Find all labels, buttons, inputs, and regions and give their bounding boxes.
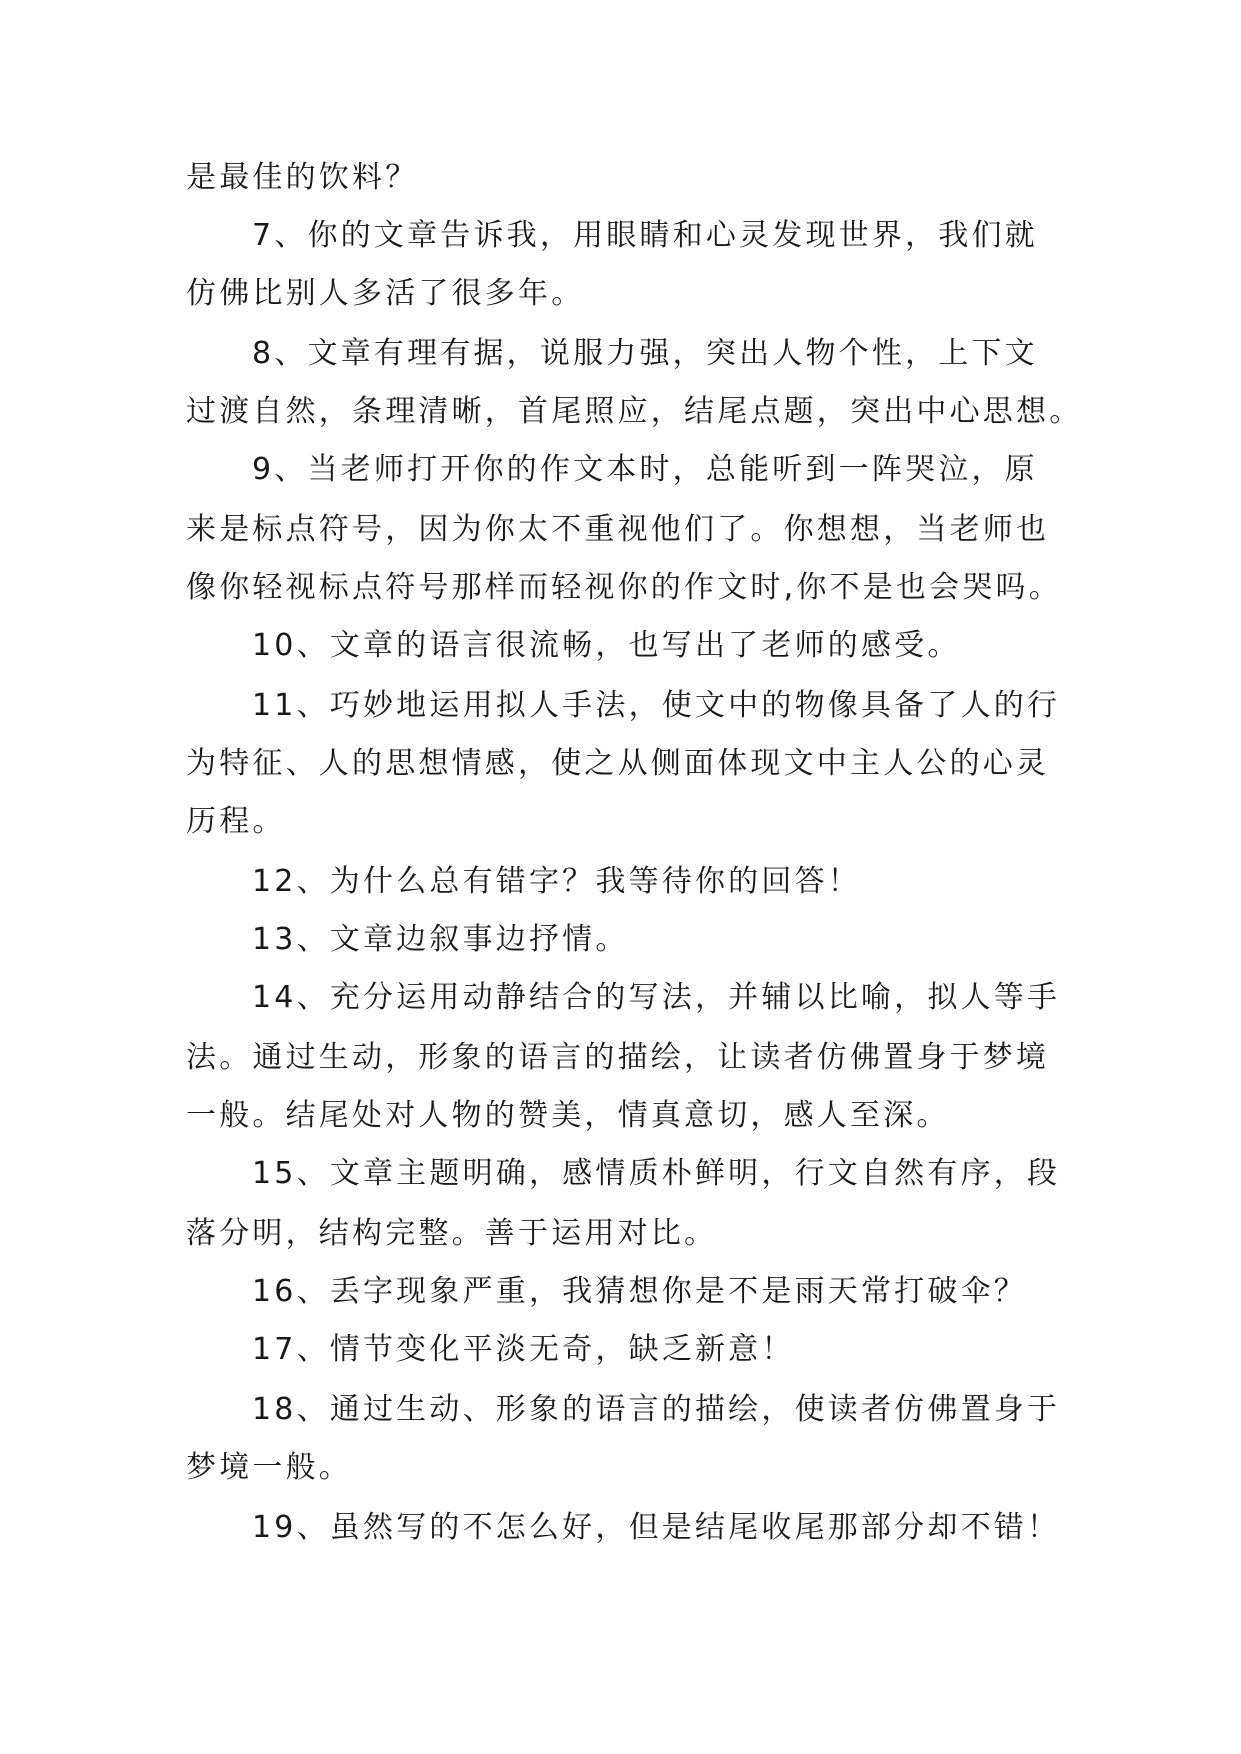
- text-line: 19、虽然写的不怎么好，但是结尾收尾那部分却不错！: [252, 1510, 1061, 1545]
- text-line: 过渡自然，条理清晰，首尾照应，结尾点题，突出中心思想。: [186, 394, 1083, 429]
- text-line: 来是标点符号，因为你太不重视他们了。你想想，当老师也: [186, 512, 1050, 547]
- text-line: 9、当老师打开你的作文本时，总能听到一阵哭泣，原: [252, 452, 1038, 487]
- text-line: 14、充分运用动静结合的写法，并辅以比喻，拟人等手: [252, 980, 1061, 1015]
- text-line: 8、文章有理有据，说服力强，突出人物个性，上下文: [252, 336, 1038, 371]
- text-line: 历程。: [186, 804, 286, 839]
- text-line: 15、文章主题明确，感情质朴鲜明，行文自然有序，段: [252, 1156, 1061, 1191]
- text-line: 7、你的文章告诉我，用眼睛和心灵发现世界，我们就: [252, 218, 1038, 253]
- text-line: 10、文章的语言很流畅，也写出了老师的感受。: [252, 628, 961, 663]
- text-line: 一般。结尾处对人物的赞美，情真意切，感人至深。: [186, 1098, 950, 1133]
- text-line: 梦境一般。: [186, 1450, 352, 1485]
- text-line: 法。通过生动，形象的语言的描绘，让读者仿佛置身于梦境: [186, 1040, 1050, 1075]
- text-line: 仿佛比别人多活了很多年。: [186, 276, 585, 311]
- text-line: 为特征、人的思想情感，使之从侧面体现文中主人公的心灵: [186, 746, 1050, 781]
- text-line: 是最佳的饮料？: [186, 160, 419, 195]
- text-line: 13、文章边叙事边抒情。: [252, 922, 629, 957]
- text-line: 落分明，结构完整。善于运用对比。: [186, 1216, 718, 1251]
- text-line: 18、通过生动、形象的语言的描绘，使读者仿佛置身于: [252, 1392, 1061, 1427]
- text-line: 12、为什么总有错字？我等待你的回答！: [252, 864, 861, 899]
- text-line: 11、巧妙地运用拟人手法，使文中的物像具备了人的行: [252, 688, 1061, 723]
- text-line: 16、丢字现象严重，我猜想你是不是雨天常打破伞？: [252, 1274, 1027, 1309]
- text-line: 17、情节变化平淡无奇，缺乏新意！: [252, 1332, 795, 1367]
- text-line: 像你轻视标点符号那样而轻视你的作文时,你不是也会哭吗。: [186, 570, 1062, 605]
